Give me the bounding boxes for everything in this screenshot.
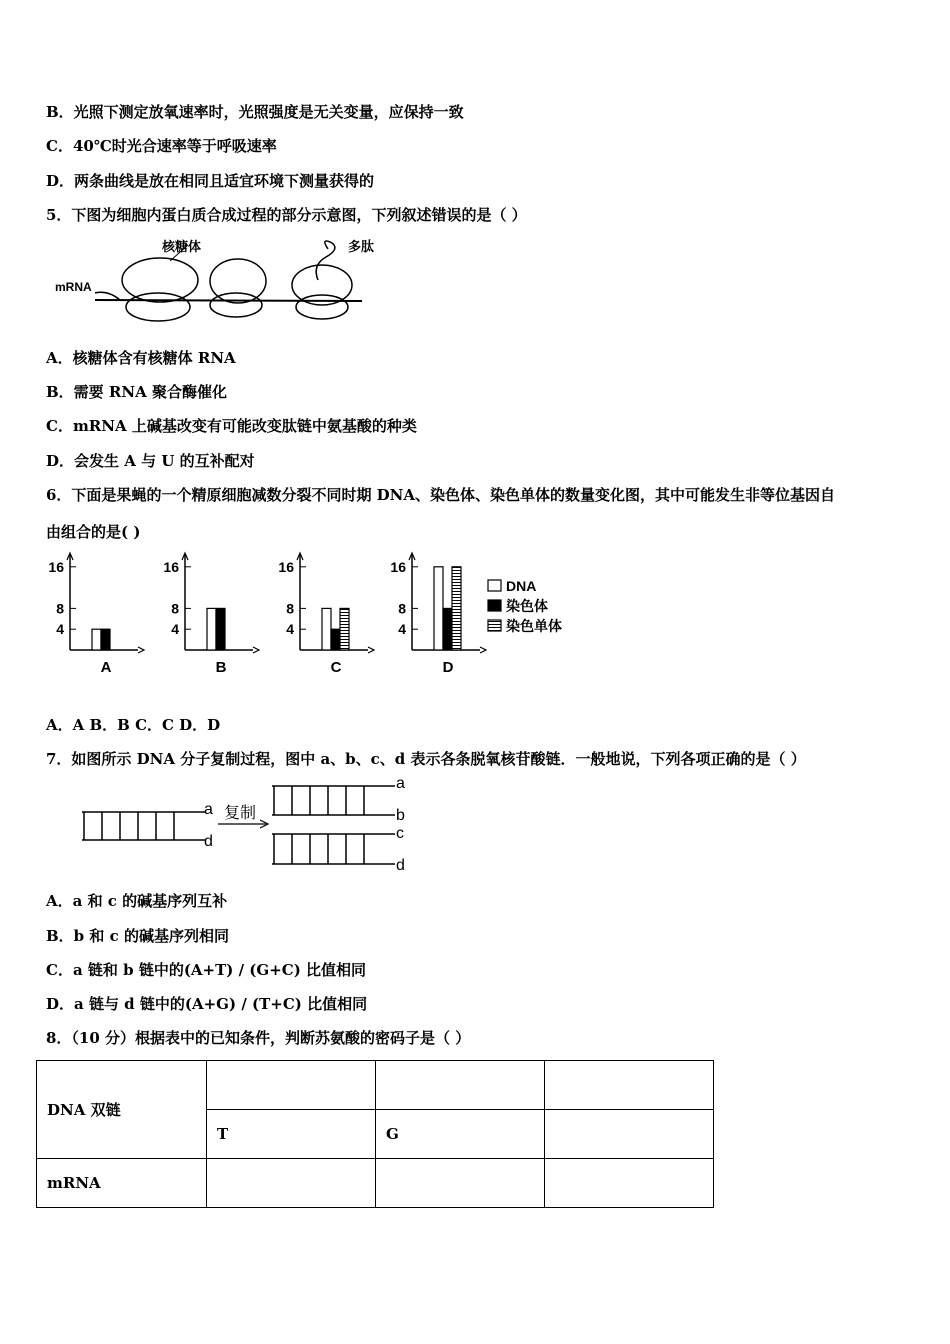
table-cell: [545, 1159, 714, 1208]
axis-arrow: [480, 647, 486, 653]
legend-label: 染色体: [506, 598, 548, 614]
y-tick-label: 4: [398, 621, 406, 638]
ribosome-diagram: [50, 235, 375, 330]
q7-stem: 7．如图所示 DNA 分子复制过程，图中 a、b、c、d 表示各条脱氧核苷酸链．一般地说，下列各项正确的是（ ）: [46, 750, 806, 768]
q5-option-c: C．mRNA 上碱基改变有可能改变肽链中氨基酸的种类: [46, 417, 417, 435]
strand-d-label: d: [204, 833, 213, 850]
table-cell: [207, 1061, 376, 1110]
daughter-dna-2: [272, 834, 395, 864]
table-cell: T: [207, 1110, 376, 1159]
category-label: D: [442, 659, 454, 676]
y-tick-label: 16: [278, 558, 294, 575]
table-cell: [207, 1159, 376, 1208]
bar-D-染色单体: [452, 567, 461, 650]
q5-option-d: D．会发生 A 与 U 的互补配对: [46, 452, 255, 470]
q4-option-b: B．光照下测定放氧速率时，光照强度是无关变量，应保持一致: [46, 103, 464, 121]
daughter-d-label: d: [396, 857, 405, 874]
q7-option-c: C．a 链和 b 链中的(A+T) / (G+C) 比值相同: [46, 961, 367, 979]
legend-swatch: [488, 620, 501, 631]
category-label: C: [330, 659, 342, 676]
legend-label: 染色单体: [506, 618, 562, 634]
replication-label: 复制: [224, 805, 257, 822]
axis-arrow: [368, 647, 374, 653]
ribosome-label: 核糖体: [162, 239, 202, 254]
category-label: B: [215, 659, 227, 676]
y-tick-label: 16: [163, 558, 179, 575]
polypeptide-chain: [316, 241, 335, 280]
q6-stem-line2: 由组合的是( ): [46, 523, 141, 541]
bar-C-染色单体: [340, 608, 349, 650]
ribosome-large-subunit-3: [292, 265, 352, 305]
y-tick-label: 4: [171, 621, 179, 638]
polypeptide-label: 多肽: [348, 239, 375, 254]
bar-B-DNA: [207, 608, 216, 650]
ribosome-small-subunit-1: [126, 293, 190, 321]
table-cell: [545, 1110, 714, 1159]
category-label: A: [100, 659, 112, 676]
y-tick-label: 16: [390, 558, 406, 575]
dna-replication-diagram: [70, 772, 420, 882]
bar-C-DNA: [322, 608, 331, 650]
q7-option-d: D．a 链与 d 链中的(A+G) / (T+C) 比值相同: [46, 995, 368, 1013]
table-label-dna: DNA 双链: [37, 1061, 207, 1159]
y-tick-label: 8: [56, 600, 64, 617]
legend-swatch: [488, 600, 501, 611]
table-cell: [376, 1159, 545, 1208]
axis-arrow: [253, 647, 259, 653]
q7-option-b: B．b 和 c 的碱基序列相同: [46, 927, 229, 945]
ribosome-small-subunit-3: [296, 295, 348, 319]
table-label-mrna: mRNA: [37, 1159, 207, 1208]
q8-codon-table: [36, 1060, 714, 1208]
q4-option-d: D．两条曲线是放在相同且适宜环境下测量获得的: [46, 172, 375, 190]
table-cell: G: [376, 1110, 545, 1159]
parent-dna: [82, 812, 205, 840]
y-tick-label: 16: [48, 558, 64, 575]
q5-option-a: A．核糖体含有核糖体 RNA: [46, 349, 236, 367]
q6-stem-line1: 6．下面是果蝇的一个精原细胞减数分裂不同时期 DNA、染色体、染色单体的数量变化图，其中可能发生非等位基因自: [46, 486, 836, 504]
q7-option-a: A．a 和 c 的碱基序列互补: [46, 892, 228, 910]
bar-B-染色体: [216, 608, 225, 650]
bar-A-DNA: [92, 629, 101, 650]
bar-D-DNA: [434, 567, 443, 650]
mrna-label: mRNA: [55, 280, 92, 294]
daughter-a-label: a: [396, 775, 405, 792]
ribosome-large-subunit-1: [122, 258, 198, 302]
q6-bar-charts: [40, 548, 600, 683]
q8-stem: 8．（10 分）根据表中的已知条件，判断苏氨酸的密码子是（ ）: [46, 1029, 471, 1047]
bar-A-染色体: [101, 629, 110, 650]
legend-label: DNA: [506, 578, 537, 594]
bar-C-染色体: [331, 629, 340, 650]
q6-options: A．A B．B C．C D．D: [46, 716, 221, 734]
y-tick-label: 8: [398, 600, 406, 617]
y-tick-label: 8: [286, 600, 294, 617]
table-cell: [376, 1061, 545, 1110]
daughter-c-label: c: [396, 825, 404, 842]
axis-arrow: [138, 647, 144, 653]
bar-D-染色体: [443, 608, 452, 650]
legend-swatch: [488, 580, 501, 591]
q4-option-c: C．40℃时光合速率等于呼吸速率: [46, 137, 277, 155]
q5-stem: 5．下图为细胞内蛋白质合成过程的部分示意图，下列叙述错误的是（ ）: [46, 206, 527, 224]
daughter-dna-1: [272, 786, 395, 815]
y-tick-label: 8: [171, 600, 179, 617]
y-tick-label: 4: [56, 621, 64, 638]
ribosome-small-subunit-2: [210, 293, 262, 317]
strand-a-label: a: [204, 801, 213, 818]
y-tick-label: 4: [286, 621, 294, 638]
daughter-b-label: b: [396, 807, 405, 824]
table-cell: [545, 1061, 714, 1110]
q5-option-b: B．需要 RNA 聚合酶催化: [46, 383, 227, 401]
